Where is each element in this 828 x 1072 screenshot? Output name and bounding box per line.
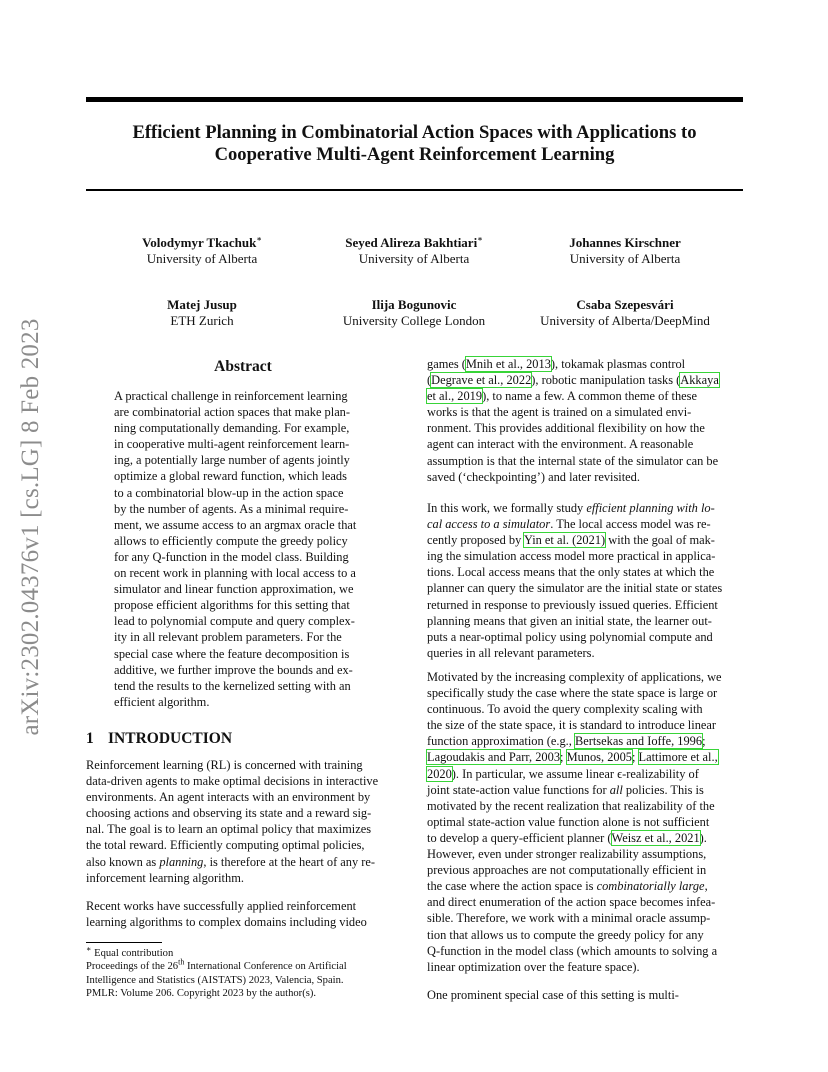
text-line: function approximation (e.g., Bertsekas and Ioffe, 1996;: [427, 734, 706, 749]
text-line: tend the results to the kernelized setting with an: [114, 678, 351, 693]
footnotes: [86, 944, 406, 1000]
section-number: 1: [86, 730, 94, 747]
title-bottom-rule: [86, 189, 743, 191]
text-line: environments. An agent interacts with an environment by: [86, 790, 371, 805]
intro-paragraph-5: [427, 987, 743, 1003]
text-line: special case where the feature decomposition is: [114, 646, 350, 661]
text-line: puts a near-optimal policy using polynomial compute and: [427, 629, 713, 644]
author-affiliation: ETH Zurich: [170, 313, 234, 328]
text-line: learning algorithms to complex domains including video: [86, 915, 367, 930]
text-line: tions. Local access means that the only states at which the: [427, 565, 715, 580]
text-line: for any Q-function in the model class. Building: [114, 549, 349, 564]
text-line: on recent work in planning with local access to a: [114, 566, 356, 581]
text-line: queries in all relevant parameters.: [427, 645, 595, 660]
section-title: INTRODUCTION: [108, 730, 233, 747]
citation-link[interactable]: 2020: [427, 766, 452, 781]
text-line: joint state-action value functions for all policies. This is: [427, 782, 704, 797]
text-line: One prominent special case of this setting is multi-: [427, 988, 679, 1002]
author-block: [82, 297, 322, 329]
author-name: Matej Jusup: [167, 297, 237, 312]
text-line: and direct enumeration of the action space becomes infea-: [427, 895, 716, 910]
equal-contribution-mark: ∗: [256, 234, 262, 244]
text-line: In this work, we formally study efficient planning with lo-: [427, 501, 715, 515]
author-block: [294, 297, 534, 329]
text-line: linear optimization over the feature space).: [427, 959, 640, 974]
footnote-equal-contribution: ∗ Equal contribution: [86, 944, 174, 959]
intro-paragraph-4: [427, 669, 743, 975]
text-line: cal access to a simulator. The local access model was re-: [427, 517, 711, 532]
intro-paragraph-2: [86, 898, 404, 930]
author-affiliation: University of Alberta: [569, 251, 681, 266]
citation-link[interactable]: Bertsekas and Ioffe, 1996: [574, 734, 703, 749]
text-line: allows to efficiently compute the greedy policy: [114, 533, 348, 548]
citation-link[interactable]: et al., 2019: [427, 389, 483, 404]
text-line: planning means that given an initial state, the learner out-: [427, 613, 712, 628]
text-line: in cooperative multi-agent reinforcement learn-: [114, 437, 350, 452]
section-heading: [86, 730, 232, 748]
text-line: cently proposed by Yin et al. (2021) with the goal of mak-: [427, 533, 715, 548]
text-line: ronment. This provides additional flexibility on how the: [427, 421, 705, 436]
text-line: inforcement learning algorithm.: [86, 870, 244, 885]
text-line: A practical challenge in reinforcement learning: [114, 389, 348, 403]
author-affiliation: University of Alberta: [358, 251, 470, 266]
text-line: agent can interact with the environment. A reasonable: [427, 437, 694, 452]
author-name: Csaba Szepesvári: [576, 297, 674, 312]
title-line-1: Efficient Planning in Combinatorial Action Spaces with Applications to: [132, 122, 697, 143]
intro-paragraph-1-cont: [427, 356, 743, 485]
text-line: efficient algorithm.: [114, 694, 210, 709]
text-line: motivated by the recent realization that realizability of the: [427, 798, 715, 813]
text-line: to develop a query-efficient planner (Weisz et al., 2021).: [427, 830, 707, 845]
text-line: the case where the action space is combinatorially large,: [427, 879, 708, 894]
text-line: assumption is that the internal state of the simulator can be: [427, 453, 719, 468]
text-line: previous approaches are not computationally efficient in: [427, 863, 707, 878]
citation-link[interactable]: Mnih et al., 2013: [465, 357, 551, 371]
citation-link[interactable]: Munos, 2005: [566, 750, 632, 765]
text-line: games (Mnih et al., 2013), tokamak plasmas control: [427, 357, 686, 371]
text-line: Recent works have successfully applied reinforcement: [86, 899, 357, 913]
author-name: Johannes Kirschner: [569, 235, 681, 250]
text-line: ment, we assume access to an argmax oracle that: [114, 517, 357, 532]
text-line: (Degrave et al., 2022), robotic manipulation tasks (Akkaya: [427, 373, 719, 388]
text-line: simulator and linear function approximation, we: [114, 582, 354, 597]
text-line: Reinforcement learning (RL) is concerned with training: [86, 758, 363, 772]
author-name: Ilija Bogunovic: [371, 297, 457, 312]
intro-paragraph-1: [86, 757, 404, 886]
abstract-body: [114, 388, 376, 710]
footnote-proceedings: PMLR: Volume 206. Copyright 2023 by the author(s).: [86, 987, 317, 999]
text-line: by the number of agents. As a minimal require-: [114, 501, 349, 516]
author-block: [294, 235, 534, 267]
text-line: lead to polynomial compute and query complex-: [114, 614, 355, 629]
text-line: propose efficient algorithms for this setting that: [114, 598, 350, 613]
text-line: additive, we further improve the bounds and ex-: [114, 662, 353, 677]
text-line: tion that allows us to compute the greedy policy for any: [427, 927, 704, 942]
text-line: 2020). In particular, we assume linear ϵ-realizability of: [427, 766, 699, 781]
author-affiliation: University of Alberta/DeepMind: [540, 313, 710, 328]
author-block: [505, 297, 745, 329]
text-line: Motivated by the increasing complexity of applications, we: [427, 670, 722, 684]
intro-paragraph-3: [427, 500, 743, 661]
author-block: [505, 235, 745, 267]
text-line: the total reward. Efficiently computing optimal policies,: [86, 838, 365, 853]
text-line: optimal state-action value function alone is not sufficient: [427, 814, 710, 829]
text-line: saved (‘checkpointing’) and later revisited.: [427, 469, 640, 484]
author-affiliation: University of Alberta: [146, 251, 258, 266]
text-line: continuous. To avoid the query complexity scaling with: [427, 702, 703, 717]
text-line: planner can query the simulator are the initial state or states: [427, 581, 723, 596]
text-line: sible. Therefore, we work with a minimal oracle assump-: [427, 911, 711, 926]
arxiv-identifier-text: arXiv:2302.04376v1 [cs.LG] 8 Feb 2023: [17, 318, 44, 736]
citation-link[interactable]: Yin et al. (2021): [523, 533, 606, 548]
text-line: nal. The goal is to learn an optimal policy that maximizes: [86, 822, 372, 837]
text-line: However, even under stronger realizability assumptions,: [427, 847, 707, 862]
text-line: specifically study the case where the state space is large or: [427, 686, 718, 701]
equal-contribution-mark: ∗: [477, 234, 483, 244]
citation-link[interactable]: Degrave et al., 2022: [431, 373, 532, 388]
text-line: are combinatorial action spaces that make plan-: [114, 405, 351, 420]
paper-title: [86, 122, 743, 166]
footnote-proceedings: Intelligence and Statistics (AISTATS) 2023, Valencia, Spain.: [86, 974, 344, 986]
author-name: Volodymyr Tkachuk∗: [142, 234, 262, 250]
arxiv-identifier[interactable]: [16, 292, 46, 762]
text-line: works is that the agent is trained on a simulated envi-: [427, 405, 692, 420]
text-line: ning computationally demanding. For example,: [114, 421, 350, 436]
citation-link[interactable]: Akkaya: [680, 373, 719, 388]
citation-link[interactable]: Weisz et al., 2021: [611, 830, 700, 845]
footnote-proceedings: Proceedings of the 26th International Conference on Artificial: [86, 957, 347, 973]
text-line: to a combinatorial blow-up in the action space: [114, 485, 344, 500]
author-name: Seyed Alireza Bakhtiari∗: [345, 234, 483, 250]
footnote-rule: [86, 942, 162, 943]
text-line: also known as planning, is therefore at the heart of any re-: [86, 854, 376, 869]
text-line: Lagoudakis and Parr, 2003; Munos, 2005; Lattimore et al.,: [427, 750, 718, 765]
text-line: Q-function in the model class (which amounts to solving a: [427, 943, 718, 958]
text-line: the size of the state space, it is standard to introduce linear: [427, 718, 717, 733]
text-line: returned in response to previously issued queries. Efficient: [427, 597, 718, 612]
text-line: data-driven agents to make optimal decisions in interactive: [86, 774, 379, 789]
author-affiliation: University College London: [342, 313, 486, 328]
title-line-2: Cooperative Multi-Agent Reinforcement Learning: [214, 144, 615, 165]
title-top-rule: [86, 97, 743, 102]
text-line: et al., 2019), to name a few. A common theme of these: [427, 389, 697, 404]
text-line: ity in all relevant problem parameters. For the: [114, 630, 342, 645]
text-line: choosing actions and observing its state and a reward sig-: [86, 806, 372, 821]
citation-link[interactable]: Lagoudakis and Parr, 2003: [427, 750, 561, 765]
author-block: [82, 235, 322, 267]
text-line: ing the simulation access model more practical in applica-: [427, 549, 716, 564]
text-line: ing, a potentially large number of agents jointly: [114, 453, 350, 468]
abstract-heading: Abstract: [214, 358, 272, 375]
text-line: optimize a global reward function, which leads: [114, 469, 347, 484]
citation-link[interactable]: Lattimore et al.,: [638, 750, 718, 765]
